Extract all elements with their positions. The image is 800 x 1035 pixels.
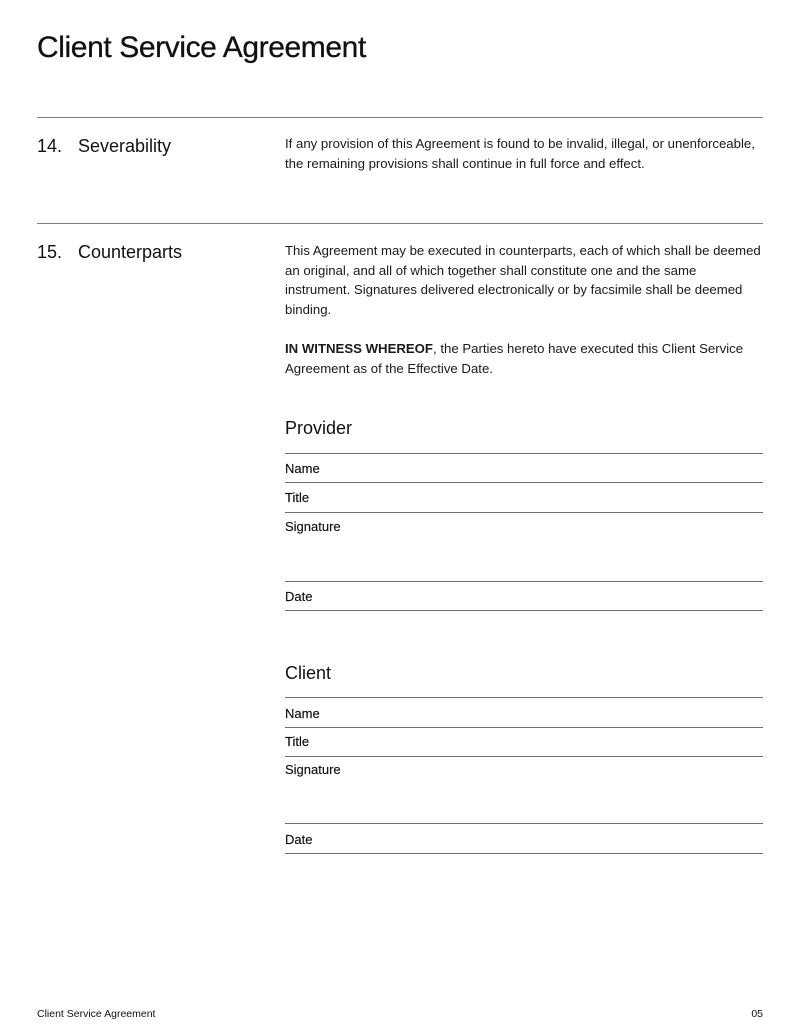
witness-rest: , the Parties hereto have executed this Client Service Agreement as of the Effective Date.	[285, 341, 744, 376]
provider-title-label: Title	[285, 490, 310, 505]
section-number: 15.	[37, 242, 63, 262]
field-line	[285, 482, 763, 483]
field-line	[285, 823, 763, 824]
provider-date-label: Date	[285, 589, 313, 604]
field-line	[285, 756, 763, 757]
field-line	[285, 512, 763, 513]
field-line	[285, 581, 763, 582]
field-line	[285, 697, 763, 698]
section-divider	[37, 223, 763, 224]
section-title-severability: Severability	[78, 136, 172, 156]
counterparts-text: This Agreement may be executed in counterparts, each of which shall be deemed an original, and all of which together shall constitute one and the same instrument. Signatures delivered electronically or by facsimile shall be deemed binding.	[285, 243, 761, 318]
field-line	[285, 453, 763, 454]
field-line	[285, 610, 763, 611]
footer-page-number: 05	[751, 1008, 763, 1020]
witness-bold-lead: IN WITNESS WHEREOF	[285, 341, 433, 356]
severability-text: If any provision of this Agreement is found to be invalid, illegal, or unenforceable, the remaining provisions shall continue in full force and effect.	[285, 136, 755, 171]
client-date-label: Date	[285, 832, 313, 847]
provider-name-label: Name	[285, 461, 320, 476]
footer-document-name: Client Service Agreement	[37, 1008, 156, 1020]
section-divider	[37, 117, 763, 118]
document-title: Client Service Agreement	[37, 31, 366, 64]
field-line	[285, 853, 763, 854]
field-line	[285, 727, 763, 728]
section-title-counterparts: Counterparts	[78, 242, 183, 262]
client-heading: Client	[285, 663, 332, 683]
provider-signature-label: Signature	[285, 519, 341, 534]
client-signature-label: Signature	[285, 762, 341, 777]
provider-heading: Provider	[285, 418, 353, 438]
client-title-label: Title	[285, 734, 310, 749]
client-name-label: Name	[285, 706, 320, 721]
section-number: 14.	[37, 136, 63, 156]
witness-statement	[285, 339, 765, 378]
